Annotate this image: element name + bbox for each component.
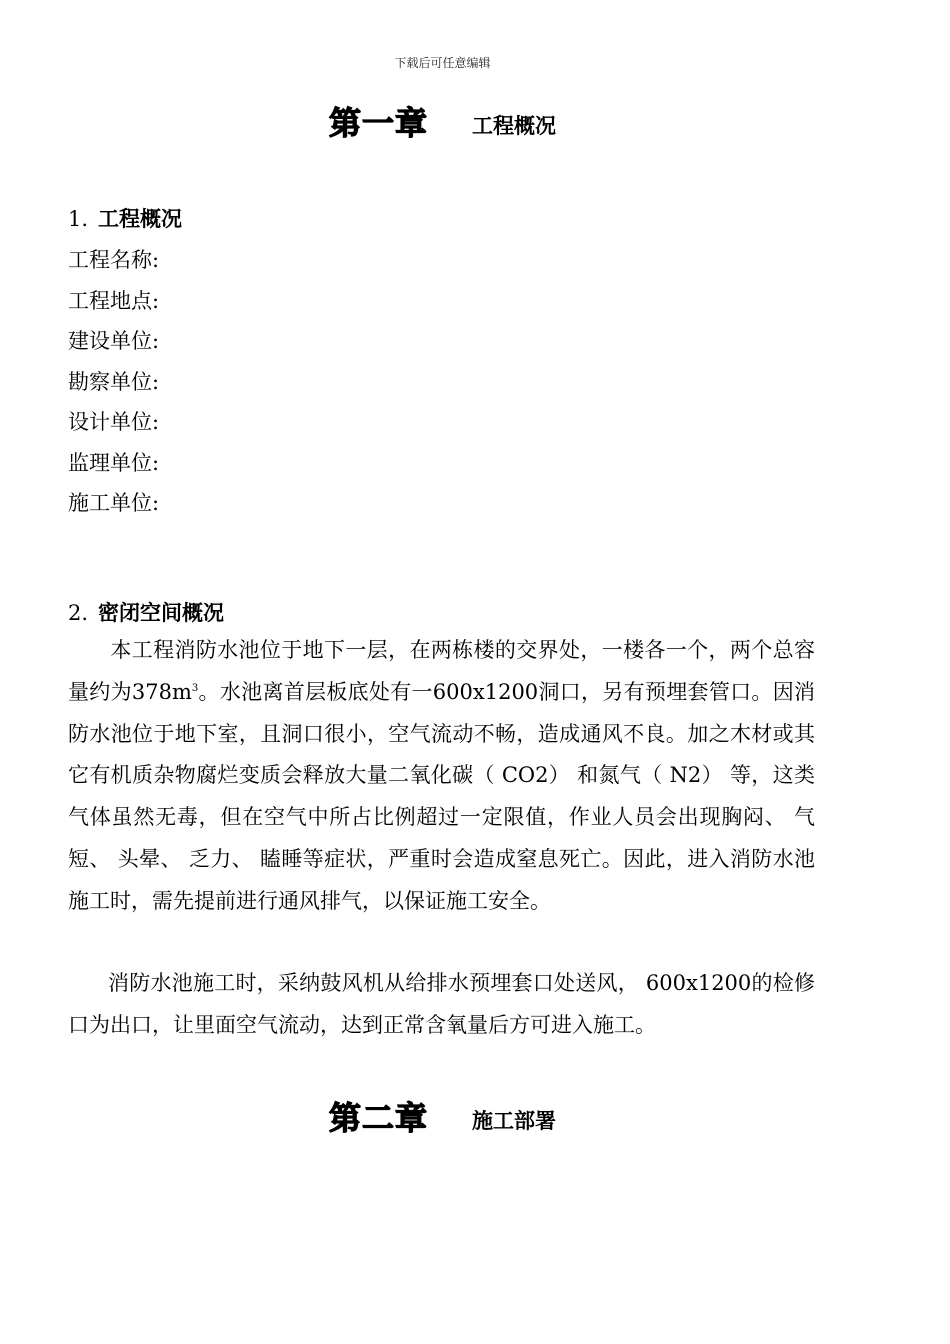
section-1-number: 1. [68, 207, 89, 231]
chapter-2-title: 施工部署 [472, 1109, 556, 1133]
section-1-heading [68, 203, 182, 233]
chapter-1-title: 工程概况 [472, 114, 556, 138]
field-construction-unit: 建设单位: [68, 329, 160, 353]
section-2-title: 密闭空间概况 [98, 601, 225, 625]
field-contractor-unit: 施工单位: [68, 491, 160, 515]
field-survey-unit: 勘察单位: [68, 369, 160, 394]
field-design-unit: 设计单位: [68, 410, 160, 434]
section-2-paragraph-1 [68, 630, 815, 923]
field-project-location: 工程地点: [68, 288, 160, 313]
paragraph-1-text-a: 本工程消防水池位于地下一层，在两栋楼的交界处，一楼各一个，两个总容量约为378m [68, 638, 815, 704]
chapter-2-heading [0, 1093, 885, 1139]
section-2-heading [68, 597, 224, 627]
chapter-1-number: 第一章 [328, 104, 428, 142]
field-project-name: 工程名称: [68, 248, 160, 272]
field-supervision-unit: 监理单位: [68, 450, 160, 475]
section-2-number: 2. [68, 601, 89, 625]
paragraph-1-text-b: 。水池离首层板底处有一600x1200洞口，另有预埋套管口。因消防水池位于地下室，且洞口很小，空气流动不畅，造成通风不良。加之木材或其它有机质杂物腐烂变质会释放大量二氧化碳（ CO2） 和氮气（ N2） 等，这类气体虽然无毒，但在空气中所占比例超过一定限值，作业人员会出现胸闷、 气短、 头晕、 乏力、 瞌睡等症状，严重时会造成窒息死亡。因此，进入消防水池施工时，需先提前进行通风排气，以保证施工安全。 [68, 679, 815, 913]
section-2-paragraph-2: 消防水池施工时，采纳鼓风机从给排水预埋套口处送风， 600x1200的检修口为出口，让里面空气流动，达到正常含氧量后方可进入施工。 [68, 971, 815, 1037]
project-info-list [68, 240, 159, 524]
section-1-title: 工程概况 [98, 207, 183, 231]
header-note: 下载后可任意编辑 [394, 56, 491, 70]
cubic-superscript: 3 [191, 682, 199, 694]
chapter-1-heading [0, 98, 885, 144]
chapter-2-number: 第二章 [328, 1099, 428, 1137]
